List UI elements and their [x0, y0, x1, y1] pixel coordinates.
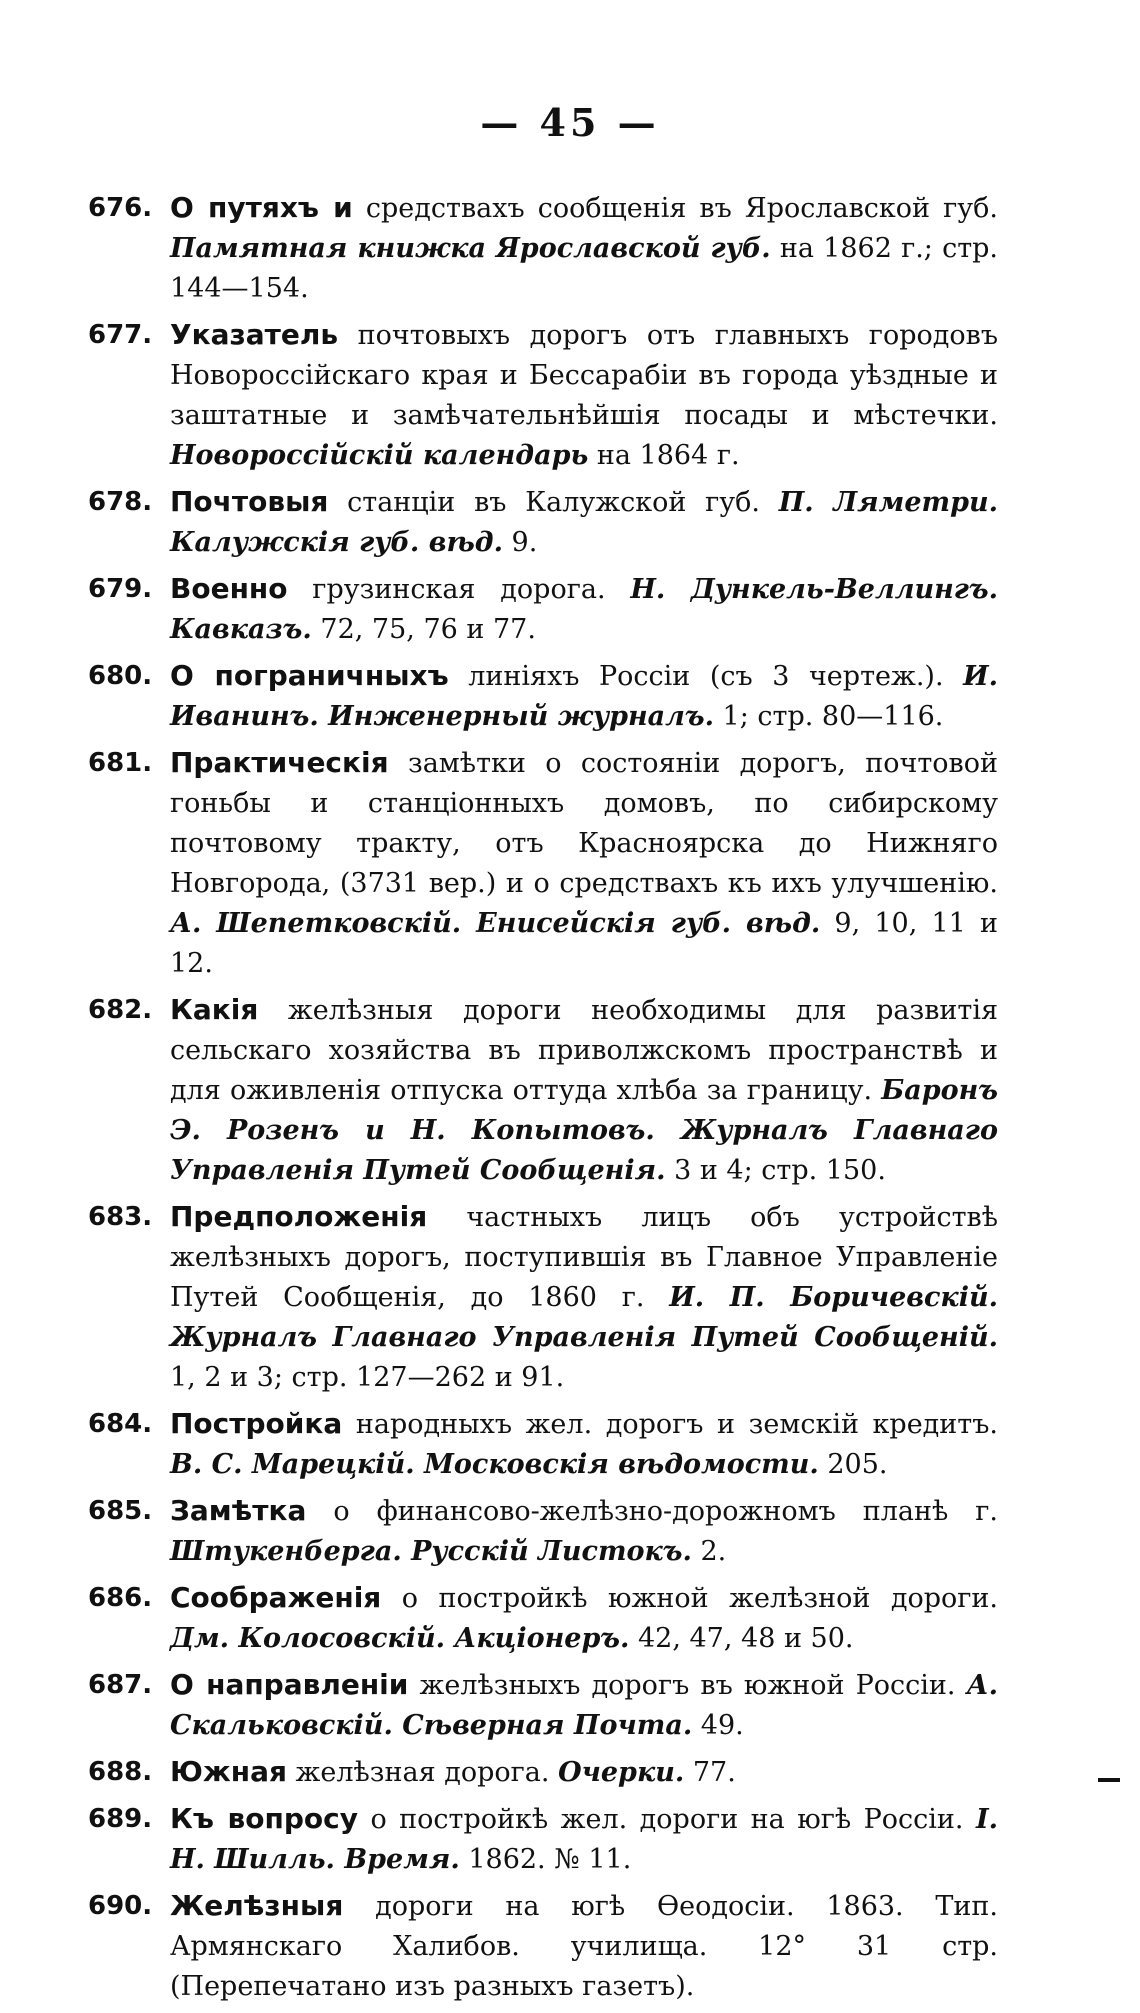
entry-heading: Указатель — [170, 318, 339, 351]
bibliography-entry — [88, 1404, 998, 1485]
entry-details: 1; стр. 80—116. — [713, 701, 944, 732]
entry-heading: Замѣтка — [170, 1494, 307, 1527]
bibliography-entry — [88, 1665, 998, 1746]
entry-text: линіяхъ Россіи (съ 3 чертеж.). — [448, 661, 964, 692]
entry-number: 683. — [88, 1202, 153, 1232]
entry-heading: Какія — [170, 993, 259, 1026]
entry-source: И. П. Боричевскій. Журналъ Главнаго Управленія Путей Сообщеній. — [170, 1282, 998, 1353]
entry-source: А. Шепетковскій. Енисейскія губ. вѣд. — [170, 908, 821, 939]
entry-text: станціи въ Калужской губ. — [328, 487, 779, 518]
entry-text: желѣзная дорога. — [286, 1757, 559, 1788]
entry-details: 9. — [502, 527, 538, 558]
entry-heading: Южная — [170, 1755, 287, 1788]
entry-number: 689. — [88, 1804, 153, 1834]
entry-source: Баронъ Э. Розенъ и Н. Копытовъ. Журналъ Главнаго Управленія Путей Сообщенія. — [170, 1075, 998, 1186]
page-number: — 45 — — [480, 100, 660, 145]
bibliography-entry — [88, 1578, 998, 1659]
entry-source: Дм. Колосовскій. Акціонеръ. — [170, 1623, 630, 1654]
entry-heading: О направленіи — [170, 1668, 409, 1701]
bibliography-entry — [88, 656, 998, 737]
entry-text: народныхъ жел. дорогъ и земскій кредитъ. — [342, 1409, 998, 1440]
entry-number: 690. — [88, 1891, 153, 1921]
entry-text: грузинская дорога. — [287, 574, 631, 605]
entry-source: Памятная книжка Ярославской губ. — [170, 233, 771, 264]
bibliography-entry — [88, 743, 998, 984]
entry-details: 49. — [692, 1710, 744, 1741]
edge-mark — [1098, 1778, 1120, 1782]
entry-number: 680. — [88, 661, 153, 691]
entry-text: о финансово-желѣзно-дорожномъ планѣ г. — [306, 1496, 998, 1527]
bibliography-entry — [88, 1886, 998, 2007]
entry-heading: Военно — [170, 572, 288, 605]
entry-heading: Практическія — [170, 746, 389, 779]
entry-number: 677. — [88, 320, 153, 350]
bibliography-entry — [88, 1197, 998, 1398]
entry-text: частныхъ лицъ объ устройствѣ желѣзныхъ дорогъ, поступившія въ Главное Управленіе Путей Сообщенія, до 1860 г. — [170, 1202, 998, 1313]
entry-number: 679. — [88, 574, 153, 604]
entry-text: желѣзныхъ дорогъ въ южной Россіи. — [408, 1670, 967, 1701]
entry-number: 688. — [88, 1757, 153, 1787]
bibliography-entry — [88, 990, 998, 1191]
bibliography-entry — [88, 482, 998, 563]
entry-source: И. Иванинъ. Инженерный журналъ. — [170, 661, 999, 732]
entry-details: на 1864 г. — [588, 440, 740, 471]
entry-number: 681. — [88, 748, 153, 778]
entry-details: 42, 47, 48 и 50. — [629, 1623, 854, 1654]
entry-number: 684. — [88, 1409, 153, 1439]
entry-text: о постройкѣ южной желѣзной дороги. — [381, 1583, 998, 1614]
entry-number: 687. — [88, 1670, 153, 1700]
bibliography-entry — [88, 1799, 998, 1880]
entry-source: А. Скальковскій. Сѣверная Почта. — [170, 1670, 999, 1741]
entry-source: В. С. Марецкій. Московскія вѣдомости. — [170, 1449, 819, 1480]
bibliography-entry — [88, 569, 998, 650]
entry-source: Н. Дункель-Веллингъ. Кавказъ. — [170, 574, 999, 645]
entry-text: почтовыхъ дорогъ отъ главныхъ городовъ Новороссійскаго края и Бессарабіи въ города уѣздные и заштатные и замѣчательнѣйшія посады и мѣстечки. — [170, 320, 998, 431]
entry-details: 72, 75, 76 и 77. — [311, 614, 536, 645]
entry-details: на 1862 г.; стр. 144—154. — [170, 233, 998, 304]
entry-text: дороги на югѣ Ѳеодосіи. 1863. Тип. Армянскаго Халибов. училища. 12° 31 стр. (Перепечатано изъ разныхъ газетъ). — [170, 1891, 998, 2002]
entry-number: 678. — [88, 487, 153, 517]
entry-number: 676. — [88, 193, 153, 223]
entry-details: 9, 10, 11 и 12. — [170, 908, 998, 979]
bibliography-entry — [88, 315, 998, 476]
entry-heading: Постройка — [170, 1407, 343, 1440]
entry-source: Новороссійскій календарь — [170, 440, 589, 471]
entry-details: 1862. № 11. — [459, 1844, 632, 1875]
entry-text: о постройкѣ жел. дороги на югѣ Россіи. — [358, 1804, 976, 1835]
entry-number: 682. — [88, 995, 153, 1025]
entry-details: 205. — [818, 1449, 888, 1480]
entry-details: 2. — [691, 1536, 727, 1567]
entry-source: І. Н. Шилль. Время. — [170, 1804, 999, 1875]
entry-details: 77. — [684, 1757, 736, 1788]
entry-heading: Соображенія — [170, 1581, 382, 1614]
bibliography-entry — [88, 1752, 998, 1793]
entry-number: 685. — [88, 1496, 153, 1526]
entry-details: 1, 2 и 3; стр. 127—262 и 91. — [170, 1362, 565, 1393]
entry-source: Штукенберга. Русскій Листокъ. — [170, 1536, 692, 1567]
entry-text: замѣтки о состояніи дорогъ, почтовой гоньбы и станціонныхъ домовъ, по сибирскому почтовому тракту, отъ Красноярска до Нижняго Новгорода, (3731 вер.) и о средствахъ къ ихъ улучшенію. — [170, 748, 998, 899]
entry-heading: Предположенія — [170, 1200, 428, 1233]
entry-source: Очерки. — [558, 1757, 685, 1788]
entry-text: средствахъ сообщенія въ Ярославской губ. — [352, 193, 998, 224]
entry-heading: Желѣзныя — [170, 1889, 344, 1922]
entry-heading: О пограничныхъ — [170, 659, 449, 692]
bibliography-entry — [88, 188, 998, 309]
entry-heading: О путяхъ и — [170, 191, 353, 224]
bibliography-entry — [88, 1491, 998, 1572]
entry-heading: Къ вопросу — [170, 1802, 358, 1835]
entry-details: 3 и 4; стр. 150. — [665, 1155, 886, 1186]
entry-source: П. Ляметри. Калужскія губ. вѣд. — [170, 487, 998, 558]
entry-number: 686. — [88, 1583, 153, 1613]
entry-heading: Почтовыя — [170, 485, 329, 518]
bibliography-entries — [88, 188, 998, 2013]
entry-text: желѣзныя дороги необходимы для развитія сельскаго хозяйства въ приволжскомъ пространствѣ и для оживленія отпуска оттуда хлѣба за границу. — [170, 995, 998, 1106]
